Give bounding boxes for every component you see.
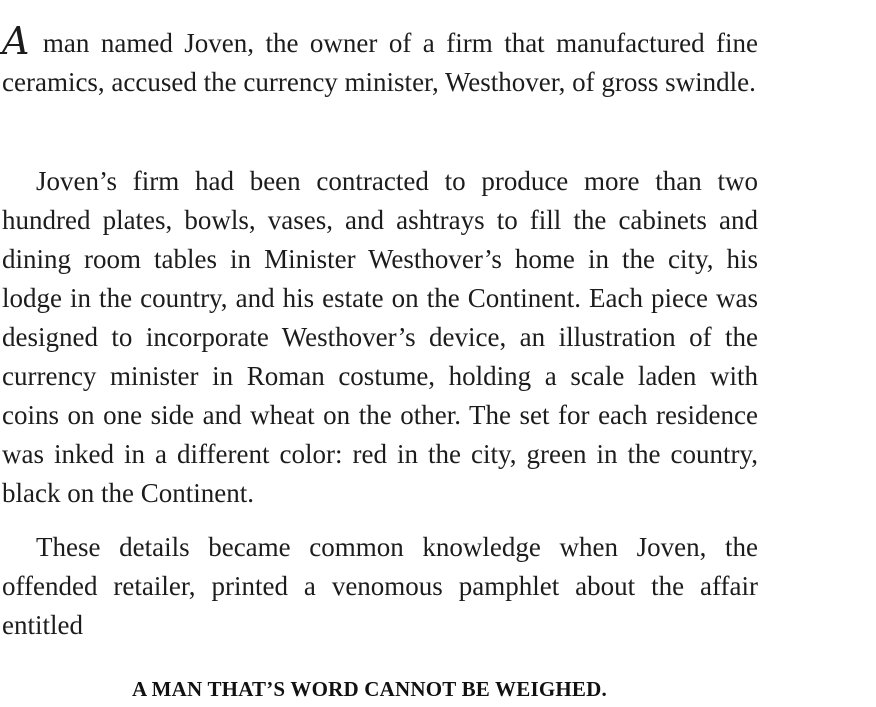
- paragraph-2: Joven’s firm had been contracted to produce more than two hundred plates, bowls, vases, and ashtrays to fill the cabinets and dining room tables in Minister Westhover’s home in the city, his lodge in the country, and his estate on the Continent. Each piece was designed to incorporate Westhover’s device, an illustration of the currency minister in Roman costume, holding a scale laden with coins on one side and wheat on the other. The set for each residence was inked in a different color: red in the city, green in the country, black on the Continent.: [2, 166, 758, 508]
- paragraph-3: These details became common knowledge when Joven, the offended retailer, printed a venomous pamphlet about the affair entitled: [2, 532, 758, 640]
- drop-cap: A: [2, 19, 30, 63]
- pamphlet-title: A MAN THAT’S WORD CANNOT BE WEIGHED.: [132, 677, 607, 701]
- paragraph-1: [2, 19, 758, 102]
- paragraph-1-text: man named Joven, the owner of a firm that manufactured fine ceramics, accused the currency minister, Westhover, of gross swindle.: [2, 28, 758, 97]
